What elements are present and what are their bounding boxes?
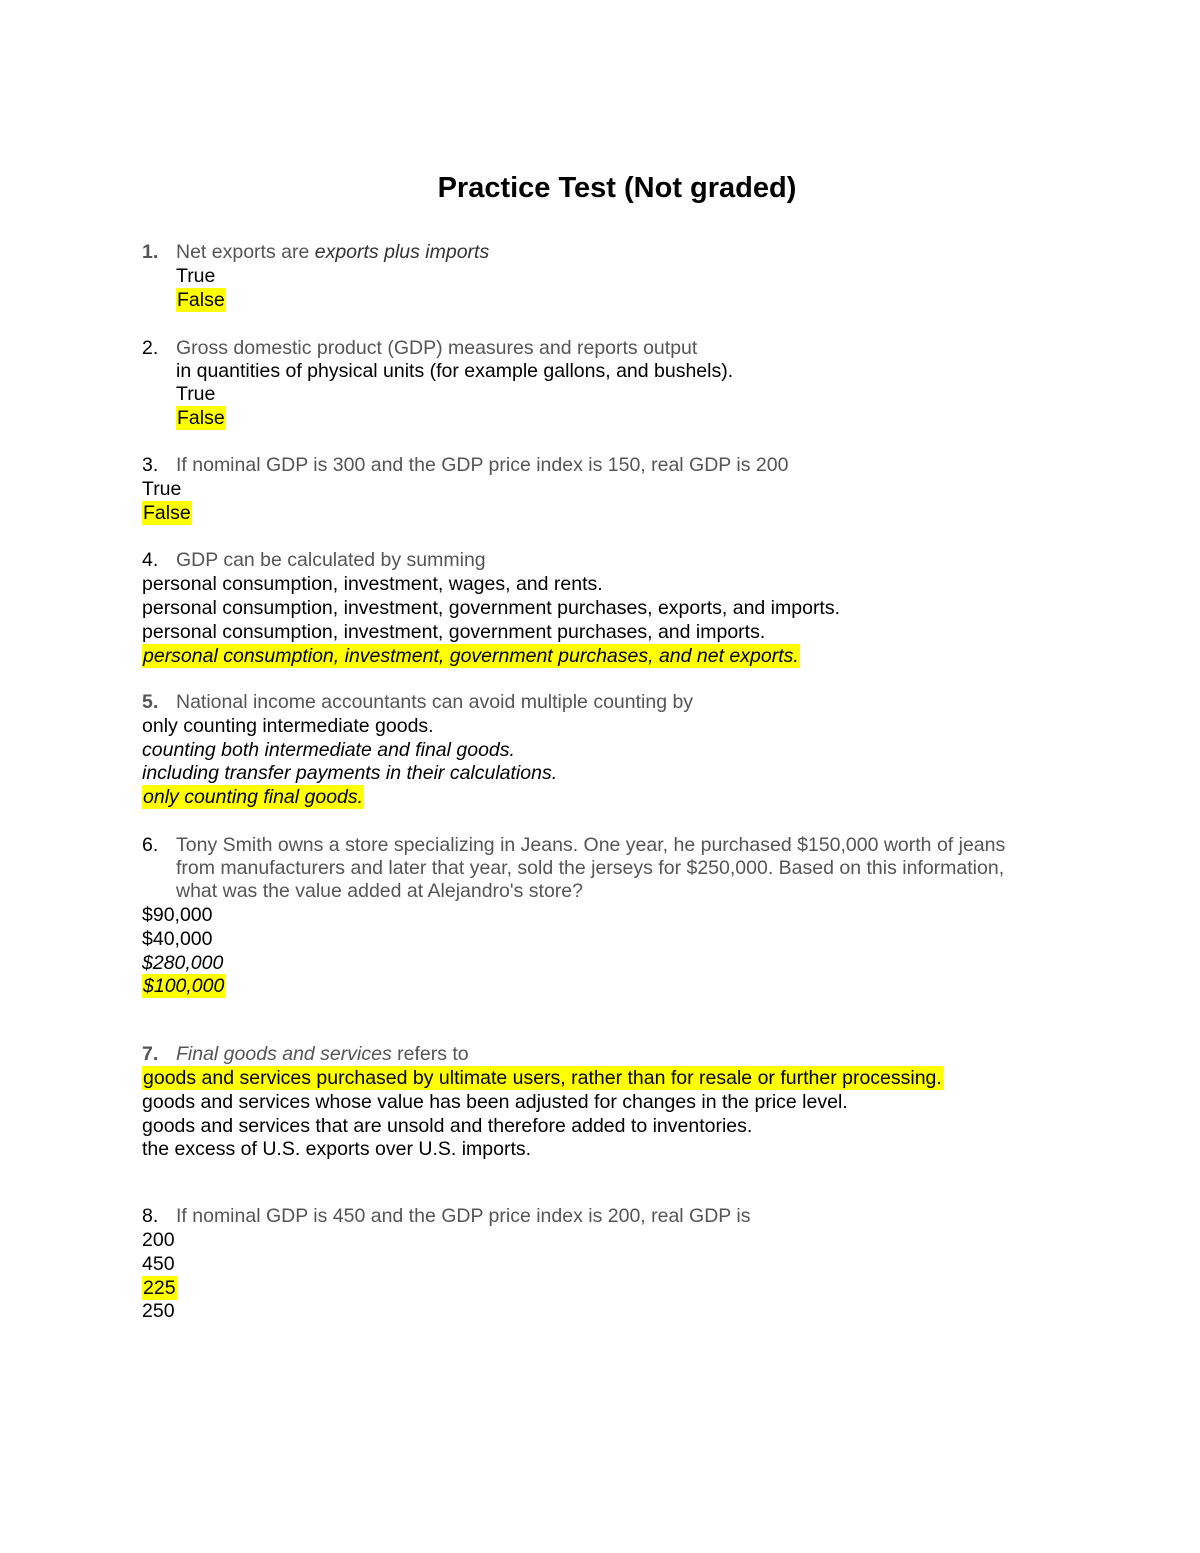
question-stem: GDP can be calculated by summing xyxy=(176,549,486,571)
answer-option: only counting intermediate goods. xyxy=(142,715,434,737)
answer-option: personal consumption, investment, wages, and rents. xyxy=(142,573,603,595)
question-number: 5. xyxy=(142,691,159,713)
question-stem: Gross domestic product (GDP) measures and reports output xyxy=(176,337,698,359)
answer-option-correct: personal consumption, investment, government purchases, and net exports. xyxy=(143,645,799,667)
answer-option: $280,000 xyxy=(142,952,224,974)
answer-option: True xyxy=(176,265,216,287)
answer-option: 250 xyxy=(142,1300,175,1322)
answer-option-correct: only counting final goods. xyxy=(143,786,364,808)
question-stem-continued: in quantities of physical units (for example gallons, and bushels). xyxy=(176,360,734,382)
answer-option: True xyxy=(142,478,182,500)
answer-option: personal consumption, investment, government purchases, and imports. xyxy=(142,621,766,643)
question-number: 7. xyxy=(142,1043,159,1065)
answer-option: personal consumption, investment, government purchases, exports, and imports. xyxy=(142,597,841,619)
answer-option: goods and services whose value has been adjusted for changes in the price level. xyxy=(142,1091,848,1113)
question-number: 2. xyxy=(142,337,159,359)
question-number: 4. xyxy=(142,549,159,571)
answer-option-correct: False xyxy=(177,289,225,311)
question-number: 3. xyxy=(142,454,159,476)
answer-option-correct: False xyxy=(143,502,191,524)
answer-option: $90,000 xyxy=(142,904,213,926)
answer-option-correct: $100,000 xyxy=(143,975,225,997)
question-number: 6. xyxy=(142,834,159,856)
answer-option-correct: 225 xyxy=(143,1277,176,1299)
question-stem-continued: from manufacturers and later that year, sold the jerseys for $250,000. Based on this information, xyxy=(176,857,1005,879)
question-stem: Tony Smith owns a store specializing in Jeans. One year, he purchased $150,000 worth of jeans xyxy=(176,834,1006,856)
answer-option: True xyxy=(176,383,216,405)
page-title: Practice Test (Not graded) xyxy=(437,172,797,204)
question-number: 8. xyxy=(142,1205,159,1227)
answer-option: $40,000 xyxy=(142,928,213,950)
question-number: 1. xyxy=(142,241,159,263)
answer-option-correct: goods and services purchased by ultimate users, rather than for resale or further processing. xyxy=(143,1067,942,1089)
question-stem: Net exports are exports plus imports xyxy=(176,241,490,263)
answer-option: counting both intermediate and final goods. xyxy=(142,739,515,761)
question-stem-continued: what was the value added at Alejandro's store? xyxy=(176,880,583,902)
question-stem: If nominal GDP is 450 and the GDP price index is 200, real GDP is xyxy=(176,1205,751,1227)
answer-option-correct: False xyxy=(177,407,225,429)
question-stem: If nominal GDP is 300 and the GDP price index is 150, real GDP is 200 xyxy=(176,454,789,476)
answer-option: including transfer payments in their calculations. xyxy=(142,762,558,784)
answer-option: 200 xyxy=(142,1229,175,1251)
question-stem: National income accountants can avoid multiple counting by xyxy=(176,691,694,713)
question-stem: Final goods and services refers to xyxy=(176,1043,469,1065)
answer-option: 450 xyxy=(142,1253,175,1275)
answer-option: the excess of U.S. exports over U.S. imports. xyxy=(142,1138,532,1160)
answer-option: goods and services that are unsold and therefore added to inventories. xyxy=(142,1115,753,1137)
